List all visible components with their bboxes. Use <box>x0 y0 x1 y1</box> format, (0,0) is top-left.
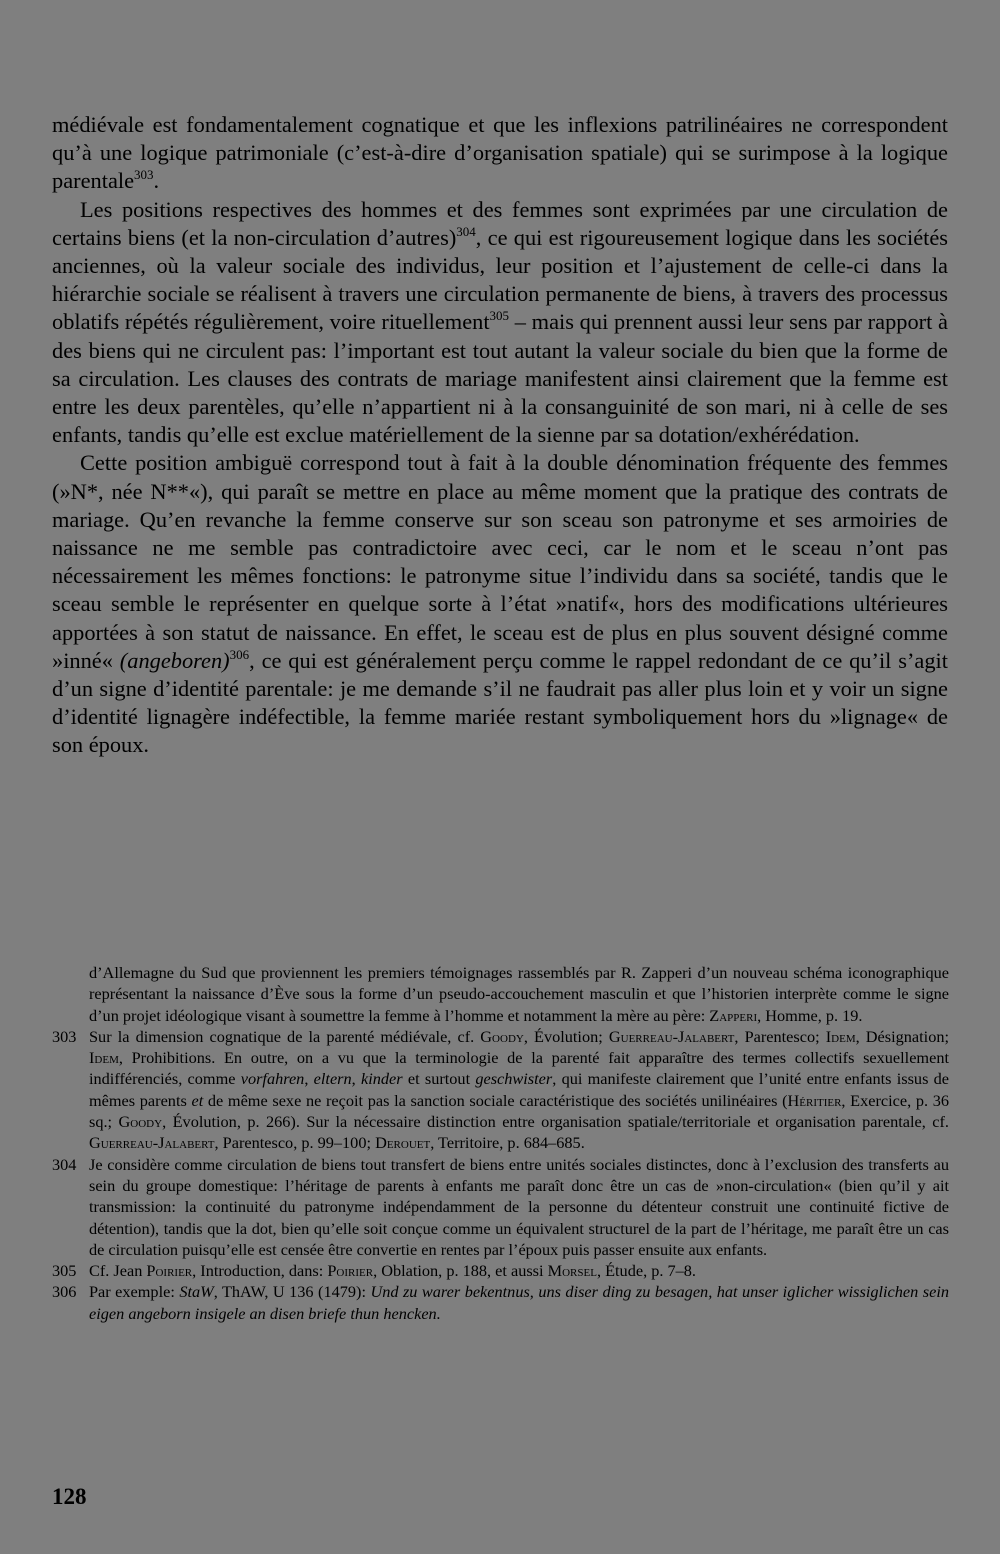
footnote-ref-303: 303 <box>134 167 154 183</box>
footnote-ref-305: 305 <box>489 308 510 324</box>
footnote-305: 305 Cf. Jean Poirier, Introduction, dans: Poirier, Oblation, p. 188, et aussi Morsel, Étude, p. 7–8. <box>52 1261 696 1281</box>
footnote-306: 306 Par exemple: StaW, ThAW, U 136 (1479): Und zu warer bekentnus, uns diser ding zu besagen, hat unser iglicher wissiglichen sein eigen angeborn insigele an disen briefe thun hencken. <box>52 1282 949 1323</box>
page-number: 128 <box>52 1484 87 1509</box>
footnote-number: 305 <box>52 1261 77 1281</box>
paragraph-2: Les positions respectives des hommes et des femmes sont exprimées par une circulation de certains biens (et la non-circulation d’autres)$^{304}$, ce qui est rigoureusement logique dans les sociétés anciennes, où la valeur sociale des individus, leur position et l’ajustement de celle-ci dans la hiérarchie sociale se réalisent à travers une circulation permanente de biens, à travers des processus oblatifs répétés régulièrement, voire rituellement$^{305}$ – mais qui prennent aussi leur sens par rapport à des biens qui ne circulent pas: l’important est tout autant la valeur sociale du bien que la forme de sa circulation. Les clauses des contrats de mariage manifestent ainsi clairement que la femme est entre les deux parentèles, qu’elle n’appartient ni à la consanguinité de son mari, ni à celle de ses enfants, tandis qu’elle est exclue matériellement de la sienne par sa dotation/exhérédation. <box>52 196 948 448</box>
paragraph-1: médiévale est fondamentalement cognatique et que les inflexions patrilinéaires ne correspondent qu’à une logique patrimoniale (c’est-à-dire d’organisation spatiale) qui se surimpose à la logique parentale$^{303}$. <box>52 112 948 194</box>
main-text <box>52 111 948 760</box>
paragraph-3: Cette position ambiguë correspond tout à fait à la double dénomination fréquente des femmes (»N*, née N**«), qui paraît se mettre en place au même moment que la pratique des contrats de mariage. Qu’en revanche la femme conserve sur son sceau son patronyme et ses armoiries de naissance ne me semble pas contradictoire avec ceci, car le nom et le sceau n’ont pas nécessairement les mêmes fonctions: le patronyme situe l’individu dans sa société, tandis que le sceau semble le représenter en quelque sorte à l’état »natif«, hors des modifications ultérieures apportées à son statut de naissance. En effet, le sceau est de plus en plus souvent désigné comme »inné« (angeboren)$^{306}$, ce qui est généralement perçu comme le rappel redondant de ce qu’il s’agit d’un signe d’identité parentale: je me demande s’il ne faudrait pas aller plus loin et y voir un signe d’identité lignagère indéfectible, la femme mariée restant symboliquement hors du »lignage« de son époux. <box>52 450 948 758</box>
footnote-number: 304 <box>52 1154 77 1174</box>
footnote-ref-304: 304 <box>456 223 476 239</box>
footnote-number: 303 <box>52 1026 77 1046</box>
footnote-303: 303 Sur la dimension cognatique de la parenté médiévale, cf. Goody, Évolution; Guerreau-Jalabert, Parentesco; Idem, Désignation; Idem, Prohibitions. En outre, on a vu que la terminologie de la parenté fait apparaître des termes collectifs sexuellement indifférenciés, comme vorfahren, eltern, kinder et surtout geschwister, qui manifeste clairement que l’unité entre enfants issus de mêmes parents et de même sexe ne reçoit pas la sanction sociale caractéristique des sociétés unilinéaires (Héritier, Exercice, p. 36 sq.; Goody, Évolution, p. 266). Sur la nécessaire distinction entre organisation spatiale/territoriale et organisation parentale, cf. Guerreau-Jalabert, Parentesco, p. 99–100; Derouet, Territoire, p. 684–685. <box>52 1026 950 1153</box>
footnotes <box>52 962 949 1324</box>
footnote-304: 304 Je considère comme circulation de biens tout transfert de biens entre unités sociales distinctes, donc à l’exclusion des transferts au sein du groupe domestique: l’héritage de parents à enfants me paraît donc être un cas de »non-circulation« (bien qu’il y ait transmission: la continuité du patronyme indépendamment de la personne du détenteur construit une continuité fictive de détention), tandis que la dot, bien qu’elle soit conçue comme un équivalent structurel de la part de l’héritage, me paraît être un cas de circulation puisqu’elle est censée être convertie en rentes par l’époux puis passer ensuite aux enfants. <box>52 1154 949 1259</box>
footnote-ref-306: 306 <box>229 646 250 662</box>
footnote-continuation: d’Allemagne du Sud que proviennent les premiers témoignages rassemblés par R. Zapperi d’un nouveau schéma iconographique représentant la naissance d’Ève sous la forme d’un pseudo-accouchement masculin et que l’historien interprète comme le signe d’un projet idéologique visant à soumettre la femme à l’homme et notamment la mère au père: Zapperi, Homme, p. 19. <box>89 963 949 1025</box>
footnote-number: 306 <box>52 1282 77 1302</box>
